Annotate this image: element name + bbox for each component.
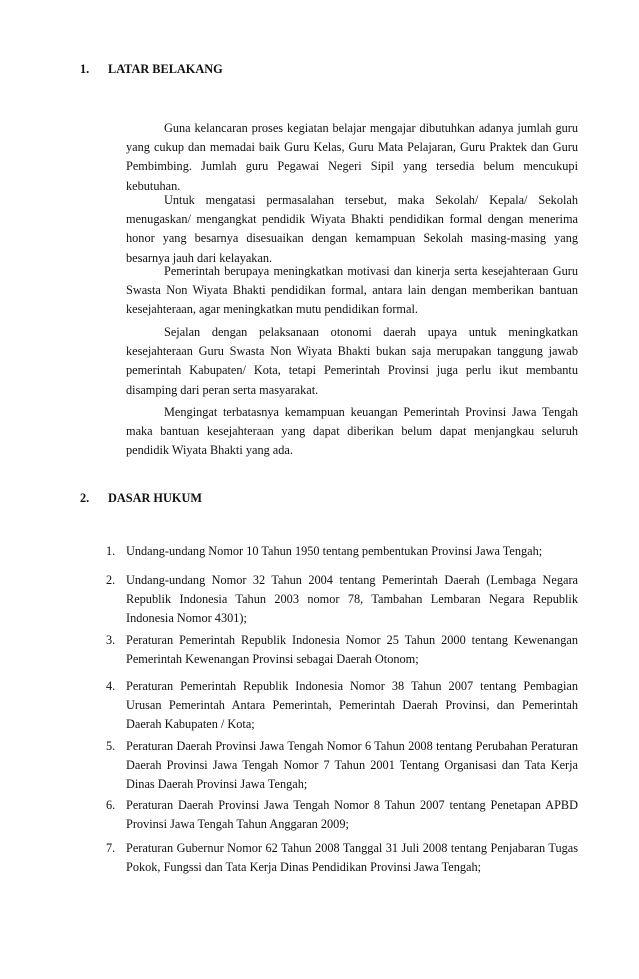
paragraph: Untuk mengatasi permasalahan tersebut, maka Sekolah/ Kepala/ Sekolah menugaskan/ mengangkat pendidik Wiyata Bhakti pendidikan formal dengan menerima honor yang besarnya disesuaikan dengan kemampuan Sekolah masing-masing yang besarnya jauh dari kelayakan. xyxy=(126,193,578,265)
list-item xyxy=(106,677,578,735)
list-item-text: Peraturan Daerah Provinsi Jawa Tengah Nomor 8 Tahun 2007 tentang Penetapan APBD Provinsi Jawa Tengah Tahun Anggaran 2009; xyxy=(126,798,578,832)
paragraph: Guna kelancaran proses kegiatan belajar mengajar dibutuhkan adanya jumlah guru yang cukup dan memadai baik Guru Kelas, Guru Mata Pelajaran, Guru Praktek dan Guru Pembimbing. Jumlah guru Pegawai Negeri Sipil yang tersedia belum mencukupi kebutuhan. xyxy=(126,121,578,193)
section-number: 1. xyxy=(80,62,90,76)
list-item-number: 6. xyxy=(106,798,116,812)
list-item-text: Undang-undang Nomor 32 Tahun 2004 tentang Pemerintah Daerah (Lembaga Negara Republik Indonesia Tahun 2003 nomor 78, Tambahan Lembaran Negara Republik Indonesia Nomor 4301); xyxy=(126,573,578,626)
list-item-number: 4. xyxy=(106,679,116,693)
list-item-text: Peraturan Daerah Provinsi Jawa Tengah Nomor 6 Tahun 2008 tentang Perubahan Peraturan Daerah Provinsi Jawa Tengah Nomor 7 Tahun 2001 Tentang Organisasi dan Tata Kerja Dinas Daerah Provinsi Jawa Tengah; xyxy=(126,739,578,792)
list-item xyxy=(106,631,578,669)
list-item-number: 7. xyxy=(106,841,116,855)
list-item xyxy=(106,737,578,795)
list-item xyxy=(106,571,578,629)
paragraph: Sejalan dengan pelaksanaan otonomi daerah upaya untuk meningkatkan kesejahteraan Guru Swasta Non Wiyata Bhakti bukan saja merupakan tanggung jawab pemerintah Kabupaten/ Kota, tetapi Pemerintah Provinsi juga perlu ikut membantu disamping dari peran serta masyarakat. xyxy=(126,325,578,397)
list-item-number: 1. xyxy=(106,544,116,558)
paragraph: Pemerintah berupaya meningkatkan motivasi dan kinerja serta kesejahteraan Guru Swasta Non Wiyata Bhakti pendidikan formal, antara lain dengan memberikan bantuan kesejahteraan, agar meningkatkan mutu pendidikan formal. xyxy=(126,264,578,317)
section-heading-latar-belakang xyxy=(80,61,223,77)
list-item-number: 2. xyxy=(106,573,116,587)
list-item-text: Peraturan Gubernur Nomor 62 Tahun 2008 Tanggal 31 Juli 2008 tentang Penjabaran Tugas Pokok, Fungssi dan Tata Kerja Dinas Pendidikan Provinsi Jawa Tengah; xyxy=(126,841,578,875)
list-item-text: Peraturan Pemerintah Republik Indonesia Nomor 38 Tahun 2007 tentang Pembagian Urusan Pemerintah Antara Pemerintah, Pemerintah Daerah Provinsi, dan Pemerintah Daerah Kabupaten / Kota; xyxy=(126,679,578,732)
section-title: DASAR HUKUM xyxy=(108,491,202,505)
section-number: 2. xyxy=(80,491,90,505)
list-item xyxy=(106,796,578,834)
paragraph: Mengingat terbatasnya kemampuan keuangan Pemerintah Provinsi Jawa Tengah maka bantuan kesejahteraan yang dapat diberikan belum dapat menjangkau seluruh pendidik Wiyata Bhakti yang ada. xyxy=(126,405,578,458)
list-item-number: 5. xyxy=(106,739,116,753)
section-heading-dasar-hukum xyxy=(80,490,202,506)
list-item-number: 3. xyxy=(106,633,116,647)
section-title: LATAR BELAKANG xyxy=(108,62,223,76)
list-item xyxy=(106,542,578,561)
list-item xyxy=(106,839,578,877)
list-item-text: Peraturan Pemerintah Republik Indonesia Nomor 25 Tahun 2000 tentang Kewenangan Pemerintah Kewenangan Provinsi sebagai Daerah Otonom; xyxy=(126,633,578,667)
list-item-text: Undang-undang Nomor 10 Tahun 1950 tentang pembentukan Provinsi Jawa Tengah; xyxy=(126,544,543,558)
